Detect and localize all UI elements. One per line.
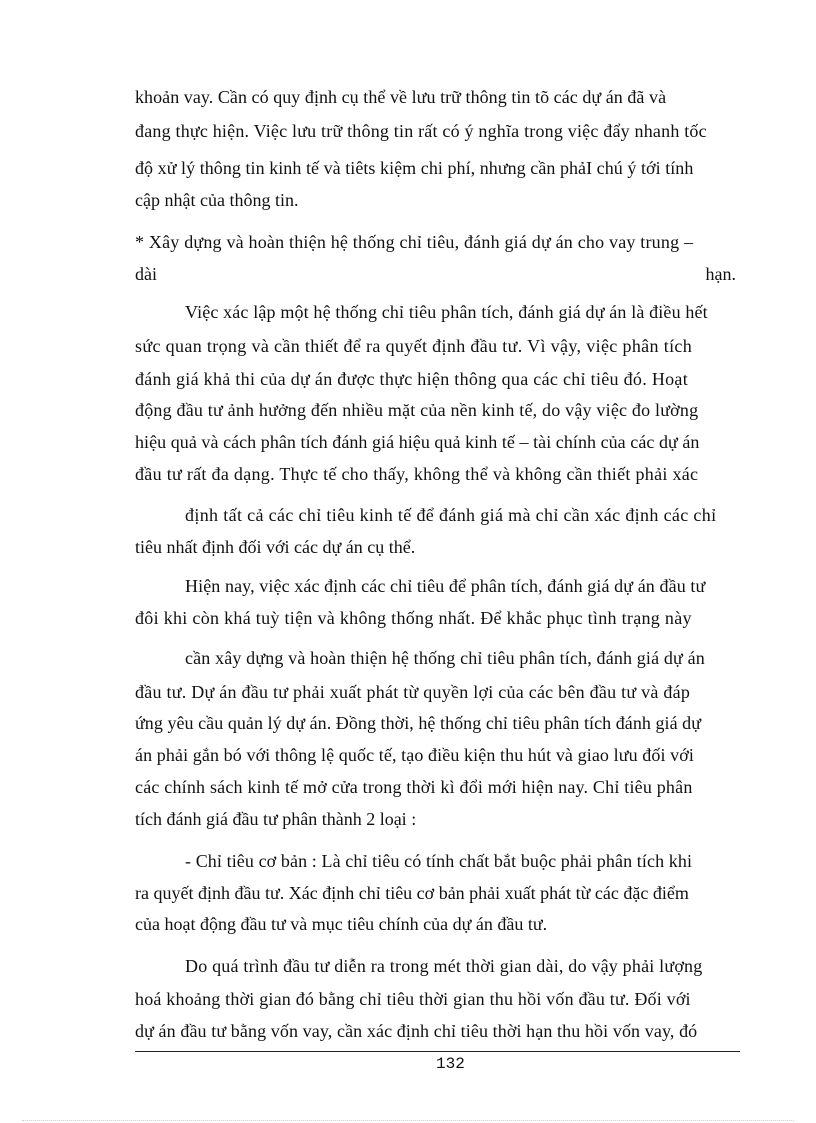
text-line: cập nhật của thông tin. [135, 190, 299, 210]
text-line: của hoạt động đầu tư và mục tiêu chính của dự án đầu tư. [135, 914, 548, 934]
text-line: các chính sách kinh tế mở cửa trong thời kì đổi mới hiện nay. Chỉ tiêu phân [135, 777, 693, 797]
text-line: án phải gắn bó với thông lệ quốc tế, tạo điều kiện thu hút và giao lưu đối với [135, 745, 694, 765]
text-line: định tất cả các chỉ tiêu kinh tế để đánh giá mà chỉ cần xác định các chỉ [185, 505, 717, 525]
text-line: cần xây dựng và hoàn thiện hệ thống chỉ tiêu phân tích, đánh giá dự án [185, 648, 705, 668]
paragraph-first-line: Việc xác lập một hệ thống chỉ tiêu phân tích, đánh giá dự án là điều hết [185, 302, 708, 322]
text-line: dài [135, 264, 157, 284]
text-line: tiêu nhất định đối với các dự án cụ thể. [135, 537, 416, 557]
bullet-item: - Chỉ tiêu cơ bản : Là chỉ tiêu có tính chất bắt buộc phải phân tích khi [185, 851, 693, 871]
text-line: đầu tư. Dự án đầu tư phải xuất phát từ quyền lợi của các bên đầu tư và đáp [135, 682, 691, 702]
paragraph-first-line: Do quá trình đầu tư diễn ra trong mét thời gian dài, do vậy phải lượng [185, 956, 703, 976]
paragraph-first-line: Hiện nay, việc xác định các chỉ tiêu để phân tích, đánh giá dự án đầu tư [185, 576, 706, 596]
text-line: tích đánh giá đầu tư phân thành 2 loại : [135, 809, 417, 829]
text-line: khoản vay. Cần có quy định cụ thể về lưu trữ thông tin tõ các dự án đã và [135, 87, 667, 107]
text-line: hoá khoảng thời gian đó bằng chỉ tiêu thời gian thu hồi vốn đầu tư. Đối với [135, 989, 691, 1009]
text-line: đầu tư rất đa dạng. Thực tế cho thấy, không thể và không cần thiết phải xác [135, 464, 699, 484]
footer-rule [135, 1051, 740, 1052]
text-line: đôi khi còn khá tuỳ tiện và không thống nhất. Để khắc phục tình trạng này [135, 608, 692, 628]
section-heading: * Xây dựng và hoàn thiện hệ thống chỉ tiêu, đánh giá dự án cho vay trung – [135, 232, 694, 252]
text-line: ra quyết định đầu tư. Xác định chỉ tiêu cơ bản phải xuất phát từ các đặc điểm [135, 883, 689, 903]
page-number-text: 132 [436, 1055, 465, 1073]
text-line: hiệu quả và cách phân tích đánh giá hiệu quả kinh tế – tài chính của các dự án [135, 432, 700, 452]
text-line: sức quan trọng và cần thiết để ra quyết định đầu tư. Vì vậy, việc phân tích [135, 336, 693, 356]
text-line: ứng yêu cầu quản lý dự án. Đồng thời, hệ thống chỉ tiêu phân tích đánh giá dự [135, 713, 702, 733]
text-line: đánh giá khả thi của dự án được thực hiện thông qua các chỉ tiêu đó. Hoạt [135, 369, 689, 389]
text-line: độ xử lý thông tin kinh tế và tiêts kiệm chi phí, nhưng cần phảI chú ý tới tính [135, 158, 694, 178]
text-line: động đầu tư ảnh hưởng đến nhiều mặt của nền kinh tế, do vậy việc đo lường [135, 400, 699, 420]
text-line: hạn. [705, 264, 736, 284]
text-line: dự án đầu tư bằng vốn vay, cần xác định chỉ tiêu thời hạn thu hồi vốn vay, đó [135, 1021, 698, 1041]
page-edge-divider [22, 1120, 794, 1121]
text-line: đang thực hiện. Việc lưu trữ thông tin rất có ý nghĩa trong việc đẩy nhanh tốc [135, 121, 707, 141]
